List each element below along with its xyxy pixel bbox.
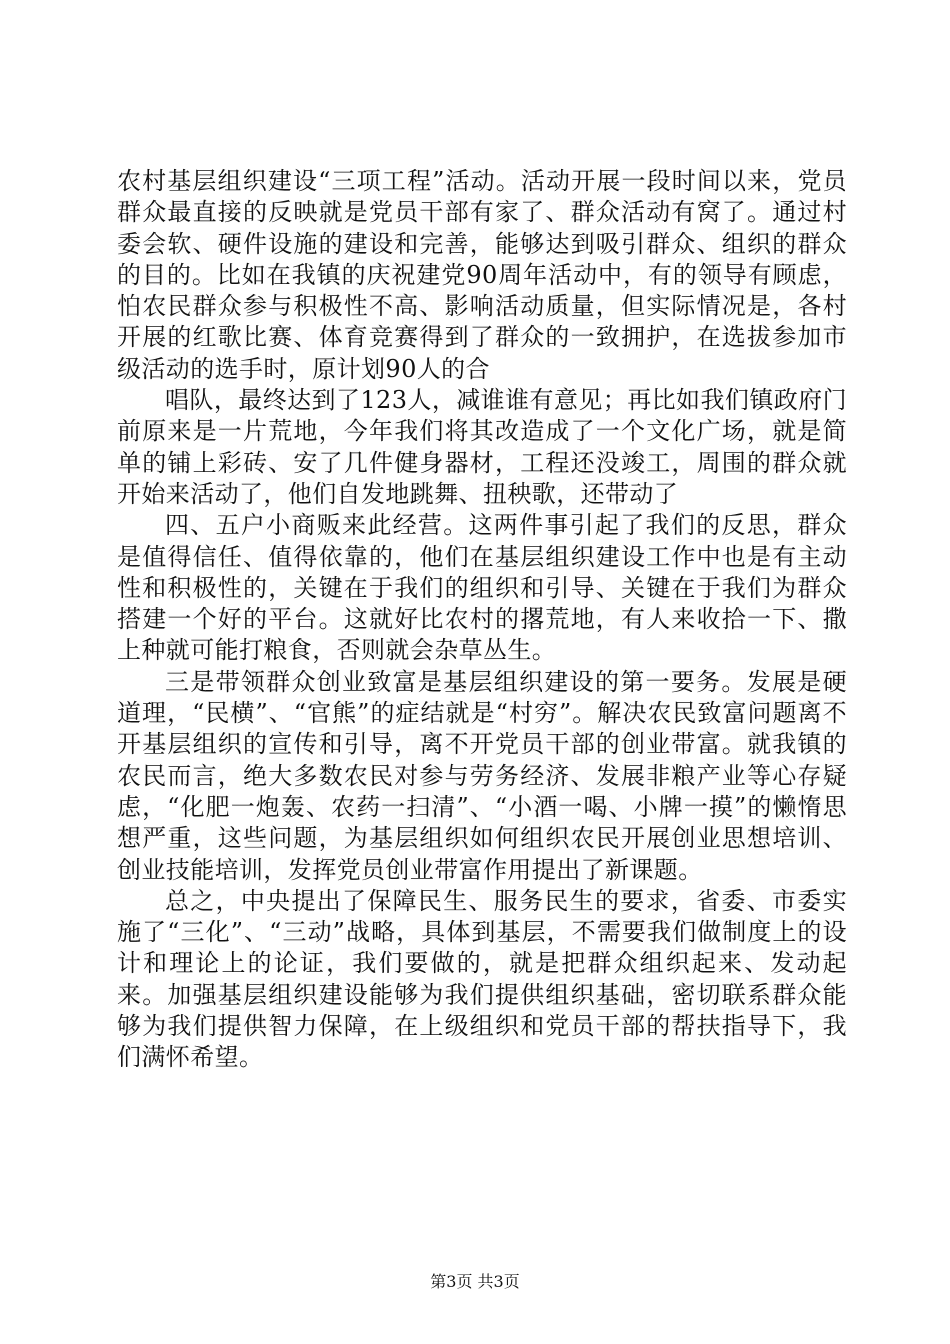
page-number-footer: 第3页 共3页 (430, 1272, 520, 1291)
document-body (117, 166, 847, 1074)
paragraph-1: 农村基层组织建设“三项工程”活动。活动开展一段时间以来，党员群众最直接的反映就是党员干部有家了、群众活动有窝了。通过村委会软、硬件设施的建设和完善，能够达到吸引群众、组织的群众的目的。比如在我镇的庆祝建党90周年活动中，有的领导有顾虑，怕农民群众参与积极性不高、影响活动质量，但实际情况是，各村开展的红歌比赛、体育竞赛得到了群众的一致拥护，在选拔参加市级活动的选手时，原计划90人的合 (117, 167, 847, 383)
paragraph-4: 三是带领群众创业致富是基层组织建设的第一要务。发展是硬道理，“民横”、“官熊”的症结就是“村穷”。解决农民致富问题离不开基层组织的宣传和引导，离不开党员干部的创业带富。就我镇的农民而言，绝大多数农民对参与劳务经济、发展非粮产业等心存疑虑，“化肥一炮轰、农药一扫清”、“小酒一喝、小牌一摸”的懒惰思想严重，这些问题，为基层组织如何组织农民开展创业思想培训、创业技能培训，发挥党员创业带富作用提出了新课题。 (117, 667, 847, 884)
paragraph-3: 四、五户小商贩来此经营。这两件事引起了我们的反思，群众是值得信任、值得依靠的，他们在基层组织建设工作中也是有主动性和积极性的，关键在于我们的组织和引导、关键在于我们为群众搭建一个好的平台。这就好比农村的撂荒地，有人来收拾一下、撒上种就可能打粮食，否则就会杂草丛生。 (117, 511, 847, 665)
paragraph-2: 唱队，最终达到了123人，减谁谁有意见；再比如我们镇政府门前原来是一片荒地，今年我们将其改造成了一个文化广场，就是简单的铺上彩砖、安了几件健身器材，工程还没竣工，周围的群众就开始来活动了，他们自发地跳舞、扭秧歌，还带动了 (117, 386, 847, 508)
paragraph-5: 总之，中央提出了保障民生、服务民生的要求，省委、市委实施了“三化”、“三动”战略，具体到基层，不需要我们做制度上的设计和理论上的论证，我们要做的，就是把群众组织起来、发动起来。加强基层组织建设能够为我们提供组织基础，密切联系群众能够为我们提供智力保障，在上级组织和党员干部的帮扶指导下，我们满怀希望。 (117, 886, 847, 1072)
